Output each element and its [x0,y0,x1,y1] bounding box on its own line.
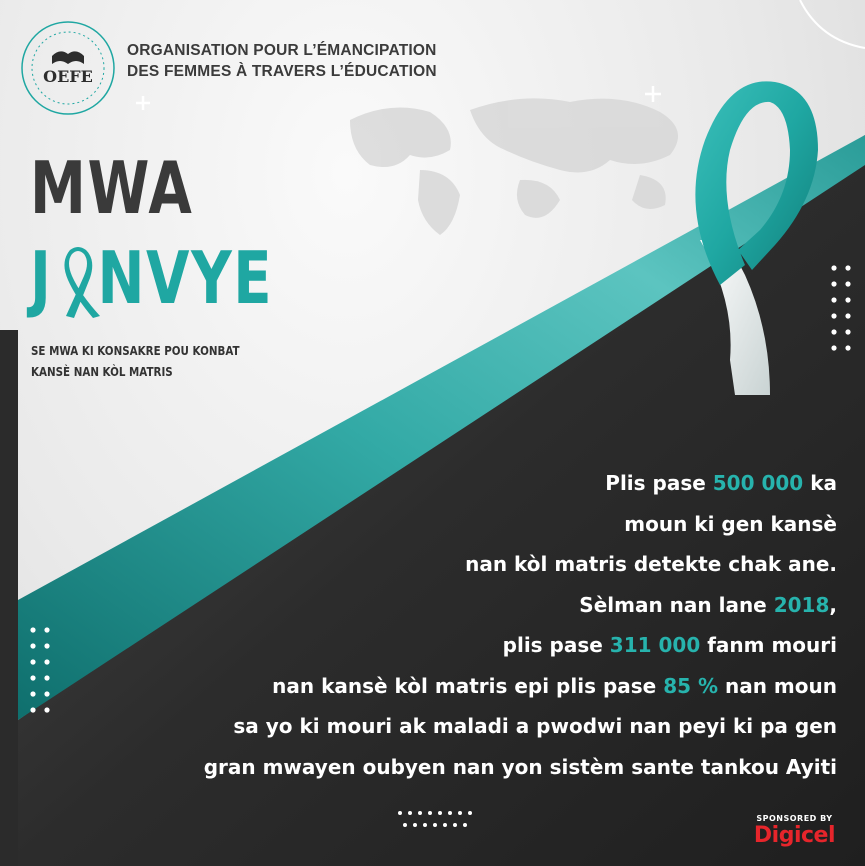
sponsor-block [754,814,835,849]
fact-text: ka [803,471,837,495]
sponsor-label: SPONSORED BY [756,814,833,823]
fact-text: fanm mouri [700,633,837,657]
fact-line-7: sa yo ki mouri ak maladi a pwodwi nan peyi ki pa gen [233,714,837,738]
fact-highlight: 500 000 [712,471,804,495]
tagline-line-1: SE MWA KI KONSAKRE POU KONBAT [31,344,240,358]
fact-highlight: 85 % [663,673,719,698]
fact-text: nan kansè kòl matris epi plis pase [272,673,664,698]
fact-line-6 [117,666,837,707]
headline-word-1: MWA [30,146,194,230]
tagline-line-2: KANSÈ NAN KÒL MATRIS [31,365,173,379]
fact-highlight: 311 000 [609,633,701,657]
fact-paragraph [117,463,837,787]
mini-ribbon-icon [60,246,106,318]
fact-line-3: nan kòl matris detekte chak ane. [465,552,837,576]
headline-word-2-first: J [30,236,53,320]
world-map-graphic [350,98,678,235]
fact-text: Plis pase [605,471,713,495]
org-line-2: DES FEMMES À TRAVERS L’ÉDUCATION [127,63,437,80]
corner-arc [800,0,865,48]
fact-text: Sèlman nan lane [579,592,774,617]
sponsor-brand-logo: Digicel [753,823,835,848]
oefe-logo [18,18,118,118]
fact-line-5 [117,625,837,666]
org-line-1: ORGANISATION POUR L’ÉMANCIPATION [127,42,437,59]
logo-text: OEFE [43,67,93,86]
fact-text: , [829,592,837,617]
fact-line-2: moun ki gen kansè [624,511,837,536]
fact-line-8: gran mwayen oubyen nan yon sistèm sante tankou Ayiti [203,754,837,779]
organization-name [127,40,437,82]
fact-line-1 [117,463,837,504]
headline-word-2-rest: NVYE [97,236,274,320]
tagline [31,341,240,383]
fact-line-4 [117,585,837,626]
fact-text: nan moun [718,673,837,698]
fact-highlight: 2018 [773,592,830,617]
fact-text: plis pase [502,633,610,657]
